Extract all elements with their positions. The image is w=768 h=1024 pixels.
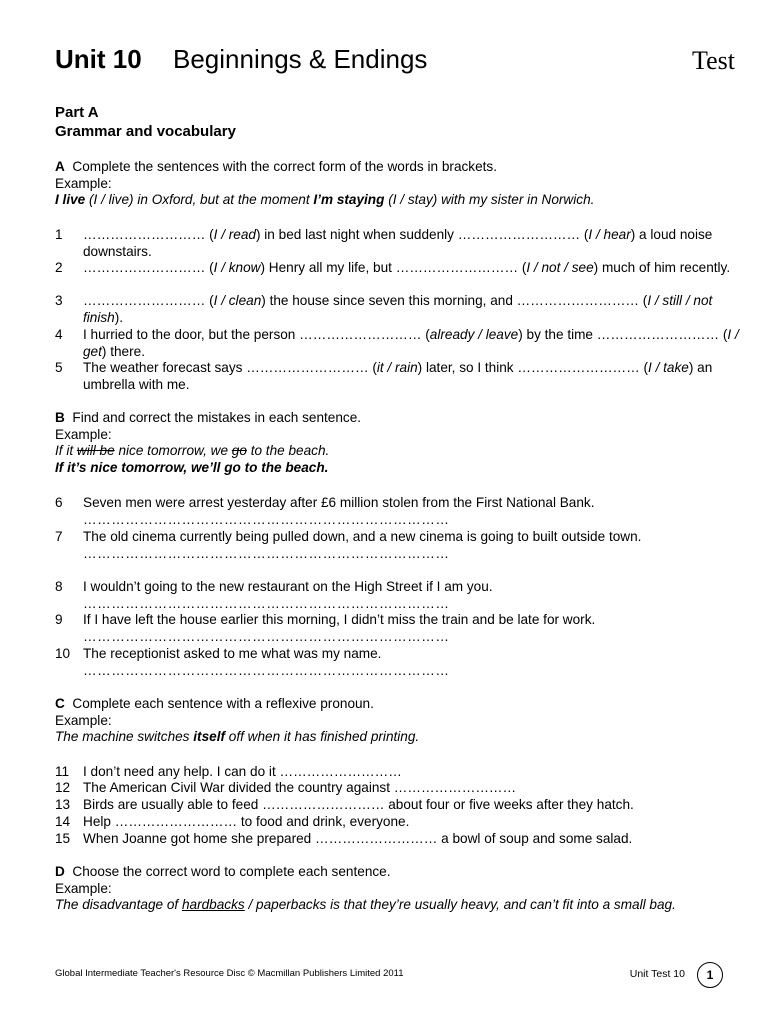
instruction: Complete the sentences with the correct form of the words in brackets. — [72, 159, 498, 174]
example-sentence: The disadvantage of hardbacks / paperbacks is that they’re usually heavy, and can’t fit into a small bag. — [55, 897, 676, 913]
example-label: Example: — [55, 426, 112, 442]
section-label: B — [55, 410, 65, 425]
part-heading — [55, 103, 236, 141]
example-label: Example: — [55, 880, 112, 896]
section-label: A — [55, 159, 65, 174]
copyright: Global Intermediate Teacher's Resource Disc © Macmillan Publishers Limited 2011 — [55, 968, 404, 979]
page-number: 1 — [697, 962, 723, 988]
example-correction: If it’s nice tomorrow, we’ll go to the beach. — [55, 459, 329, 475]
unit-number: Unit 10 — [55, 44, 142, 74]
instruction: Choose the correct word to complete each sentence. — [72, 864, 391, 879]
example-sentence: If it will be nice tomorrow, we go to the beach. — [55, 443, 330, 459]
unit-test-label: Unit Test 10 — [629, 968, 685, 980]
header — [55, 44, 735, 84]
instruction: Find and correct the mistakes in each sentence. — [72, 410, 362, 425]
section-d-instructions — [55, 864, 735, 914]
section-label: C — [55, 696, 65, 711]
section-c-instructions — [55, 696, 735, 746]
part-label: Part A — [55, 104, 99, 121]
instruction: Complete each sentence with a reflexive pronoun. — [72, 696, 374, 711]
section-a-instructions — [55, 159, 735, 209]
example-sentence: The machine switches itself off when it has finished printing. — [55, 729, 420, 745]
test-label: Test — [692, 46, 735, 75]
section-b-instructions — [55, 410, 735, 476]
unit-title: Beginnings & Endings — [173, 44, 428, 74]
example-sentence: I live (I / live) in Oxford, but at the moment I’m staying (I / stay) with my sister in Norwich. — [55, 192, 595, 208]
example-label: Example: — [55, 175, 112, 191]
section-label: D — [55, 864, 65, 879]
example-label: Example: — [55, 712, 112, 728]
part-subtitle: Grammar and vocabulary — [55, 123, 236, 140]
